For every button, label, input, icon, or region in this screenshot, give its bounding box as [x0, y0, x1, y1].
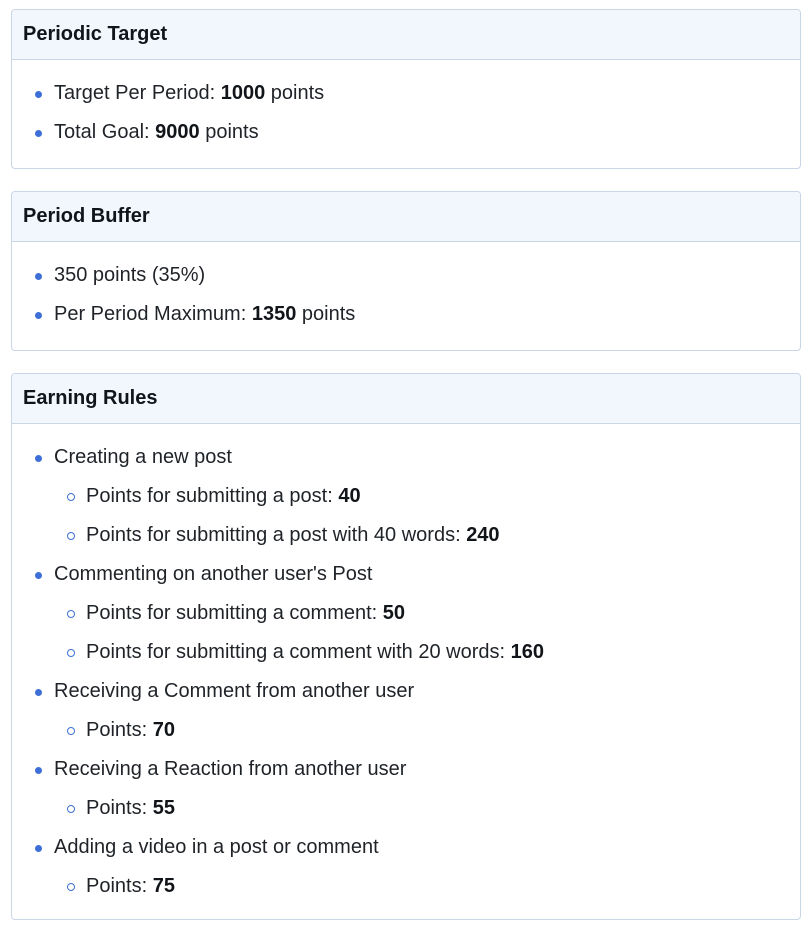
rule-name: Adding a video in a post or comment	[54, 836, 379, 858]
periodic-target-list	[12, 74, 800, 152]
earning-rules-card	[11, 373, 801, 920]
list-item: Total Goal: 9000 points	[54, 121, 259, 143]
list-item: Target Per Period: 1000 points	[54, 82, 325, 104]
list-item: Per Period Maximum: 1350 points	[54, 303, 356, 325]
rule-name: Receiving a Comment from another user	[54, 680, 415, 702]
rule-sub-item: Points for submitting a post with 40 words: 240	[86, 516, 800, 555]
target-per-period-value: 1000	[220, 82, 266, 104]
per-period-maximum-value: 1350	[251, 303, 297, 325]
buffer-amount: 350 points (35%)	[54, 264, 206, 286]
earning-rules-list	[12, 438, 800, 906]
rule-sub-item: Points for submitting a comment: 50	[86, 594, 800, 633]
rule-sub-item: Points: 75	[86, 867, 800, 906]
periodic-target-title: Periodic Target	[12, 10, 800, 60]
period-buffer-list	[12, 256, 800, 334]
rule-sub-item: Points: 55	[86, 789, 800, 828]
total-goal-value: 9000	[155, 121, 200, 143]
period-buffer-title: Period Buffer	[12, 192, 800, 242]
rule-item	[54, 750, 800, 828]
rule-item	[54, 828, 800, 906]
rule-name: Commenting on another user's Post	[54, 563, 373, 585]
rule-name: Receiving a Reaction from another user	[54, 758, 407, 780]
rule-sub-item: Points for submitting a comment with 20 words: 160	[86, 633, 800, 672]
rule-sub-item: Points: 70	[86, 711, 800, 750]
list-item	[54, 256, 800, 295]
period-buffer-card	[11, 191, 801, 351]
rule-item	[54, 438, 800, 555]
rule-name: Creating a new post	[54, 446, 232, 468]
periodic-target-card	[11, 9, 801, 169]
rule-sub-item: Points for submitting a post: 40	[86, 477, 800, 516]
rule-item	[54, 555, 800, 672]
earning-rules-title: Earning Rules	[12, 374, 800, 424]
rule-item	[54, 672, 800, 750]
